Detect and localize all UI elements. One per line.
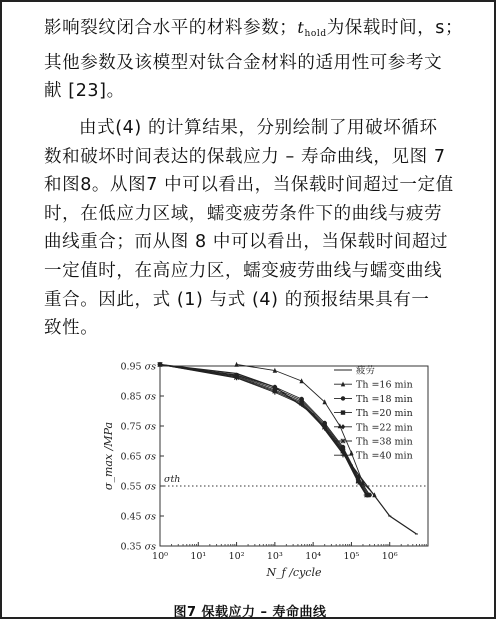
legend-entry: 疲劳 [356,365,376,377]
y-axis-label: σ_max /MPa [102,421,115,491]
para2-line-4: 时，在低应力区域，蠕变疲劳条件下的曲线与疲劳 [44,203,443,224]
para2-line-7: 重合。因此，式 (1) 与式 (4) 的预报结果具有一 [44,289,430,310]
x-tick-label: 10⁴ [305,551,322,562]
legend-entry: Th =38 min [356,436,413,448]
y-tick-label: 0.35 σs [120,541,156,553]
stress-life-chart [98,348,438,598]
x-tick-label: 10² [228,551,245,562]
legend-entry: Th =20 min [356,408,413,420]
legend-entry: Th =40 min [356,450,413,462]
paragraph-2 [44,114,474,343]
x-tick-label: 10¹ [190,551,207,562]
para2-line-6: 一定值时，在高应力区，蠕变疲劳曲线与蠕变曲线 [44,260,443,281]
legend-marker [341,396,345,400]
x-axis-label: N_f /cycle [266,566,322,579]
figure-caption: 图7 保载应力 – 寿命曲线 [173,605,327,620]
para1-line-2: 其他参数及该模型对钛合金材料的适用性可参考文 [44,52,443,73]
legend-entry: Th =22 min [356,422,413,434]
legend-marker [341,439,345,443]
y-tick-label: 0.75 σs [120,421,156,433]
y-tick-label: 0.55 σs [120,481,156,493]
threshold-label: σth [164,474,181,485]
t-hold-symbol [297,18,326,37]
x-tick-label: 10⁶ [381,551,398,562]
t-symbol: t [297,18,305,37]
para1-line-3: 献 [23]。 [44,81,125,102]
legend-entry: Th =16 min [356,379,413,391]
y-tick-label: 0.65 σs [120,451,156,463]
y-tick-label: 0.95 σs [120,361,156,373]
x-tick-label: 10³ [266,551,283,562]
legend-marker [341,410,345,414]
para1-line-1-pre: 影响裂纹闭合水平的材料参数； [44,18,298,38]
para1-line-1-post: 为保载时间，s； [326,18,464,38]
data-point [234,362,238,367]
data-point [349,450,353,455]
para2-line-5: 曲线重合；而从图 8 中可以看出，当保载时间超过 [44,232,449,253]
t-subscript: hold [304,29,327,39]
y-tick-label: 0.85 σs [120,391,156,403]
x-tick-label: 10⁵ [343,551,360,562]
y-tick-label: 0.45 σs [120,511,156,523]
figure-7 [98,348,438,598]
para2-line-3: 和图8。从图7 中可以看出，当保载时间超过一定值 [44,175,454,196]
para2-line-1: 由式(4) 的计算结果，分别绘制了用破坏循环 [79,118,438,138]
paragraph-1 [44,14,474,106]
legend-entry: Th =18 min [356,393,413,405]
para1-line-1 [44,14,474,49]
para2-line-8: 致性。 [44,318,99,339]
para2-line-2: 数和破坏时间表达的保载应力 – 寿命曲线，见图 7 [44,146,446,167]
x-tick-label: 10⁰ [152,551,168,562]
